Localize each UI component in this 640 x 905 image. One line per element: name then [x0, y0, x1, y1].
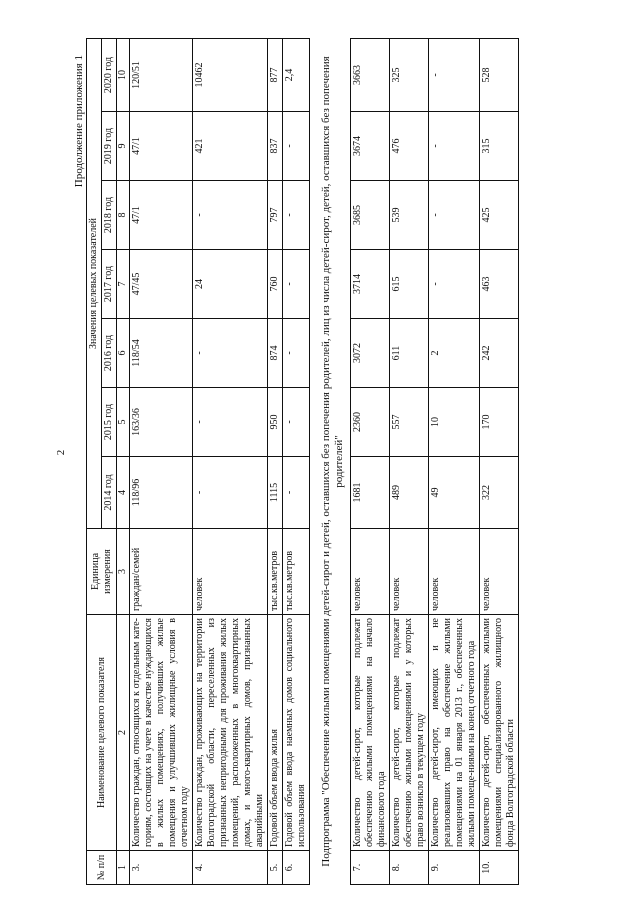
table-row — [193, 38, 268, 884]
row-value: 10 — [429, 388, 480, 457]
row-num: 8. — [390, 851, 429, 885]
row-value: 425 — [480, 181, 519, 250]
row-value: 874 — [268, 319, 283, 388]
header-year: 2019 год — [102, 112, 117, 181]
row-value: - — [193, 319, 268, 388]
header-values-group: Значения целевых показателей — [87, 38, 102, 528]
header-row-1 — [87, 38, 102, 884]
row-value: 2,4 — [283, 38, 310, 111]
row-value: 1681 — [351, 457, 390, 529]
row-num: 10. — [480, 851, 519, 885]
row-unit: человек — [193, 529, 268, 615]
header-year: 2018 год — [102, 181, 117, 250]
column-index-row — [117, 38, 130, 884]
row-value: 950 — [268, 388, 283, 457]
continuation-note: Продолжение приложения 1 — [73, 55, 85, 188]
row-value: 3072 — [351, 319, 390, 388]
row-unit: граждан/семей — [130, 529, 193, 615]
row-value: 476 — [390, 112, 429, 181]
row-value: 837 — [268, 112, 283, 181]
table-row — [283, 38, 310, 884]
row-value: - — [283, 319, 310, 388]
row-num: 9. — [429, 851, 480, 885]
row-value: 2 — [429, 319, 480, 388]
row-value: 49 — [429, 457, 480, 529]
header-year: 2015 год — [102, 388, 117, 457]
row-value: 10462 — [193, 38, 268, 111]
row-value: 47/45 — [130, 250, 193, 319]
header-year: 2014 год — [102, 457, 117, 529]
header-num: № п/п — [87, 851, 117, 885]
row-unit: человек — [480, 529, 519, 615]
row-value: - — [429, 181, 480, 250]
row-value: 325 — [390, 38, 429, 111]
row-name: Количество граждан, относящихся к отдельным кате-гориям, состоящих на учете в качестве нуждающихся в жилых помещениях, получивших жилые помещения и улучшивших жилищные условия в отчетном году — [130, 615, 193, 851]
row-value: 2360 — [351, 388, 390, 457]
table-row — [390, 38, 429, 884]
row-value: 877 — [268, 38, 283, 111]
row-value: 3674 — [351, 112, 390, 181]
col-index: 4 — [117, 457, 130, 529]
row-num: 4. — [193, 851, 268, 885]
col-index: 1 — [117, 851, 130, 885]
row-name: Количество детей-сирот, обеспеченных жилыми помещениями специализированного жилищного фонда Волгоградской области — [480, 615, 519, 851]
table-row — [480, 38, 519, 884]
col-index: 9 — [117, 112, 130, 181]
col-index: 3 — [117, 529, 130, 615]
header-name: Наименование целевого показателя — [87, 615, 117, 851]
row-value: 163/36 — [130, 388, 193, 457]
indicators-table — [86, 38, 519, 885]
row-value: 47/1 — [130, 181, 193, 250]
row-name: Годовой объем ввода жилья — [268, 615, 283, 851]
header-year: 2020 год — [102, 38, 117, 111]
row-unit: человек — [429, 529, 480, 615]
row-value: 760 — [268, 250, 283, 319]
row-value: 463 — [480, 250, 519, 319]
row-value: 797 — [268, 181, 283, 250]
row-unit: тыс.кв.метров — [283, 529, 310, 615]
header-unit: Единица измерения — [87, 529, 117, 615]
row-value: 170 — [480, 388, 519, 457]
row-value: 557 — [390, 388, 429, 457]
row-num: 6. — [283, 851, 310, 885]
row-value: 118/54 — [130, 319, 193, 388]
col-index: 8 — [117, 181, 130, 250]
row-value: 120/51 — [130, 38, 193, 111]
row-name: Количество граждан, проживающих на территории Волгоградской области, переселенных из признанных непригодными для проживания жилых помещений, расположенных в многоквартирных домах, и много-квартирных домов, признанных аварийными — [193, 615, 268, 851]
col-index: 6 — [117, 319, 130, 388]
col-index: 2 — [117, 615, 130, 851]
row-value: 118/96 — [130, 457, 193, 529]
row-value: - — [193, 457, 268, 529]
row-unit: человек — [351, 529, 390, 615]
row-value: 242 — [480, 319, 519, 388]
table-row — [429, 38, 480, 884]
row-name: Количество детей-сирот, которые подлежат обеспечению жилыми помещениями и у которых право возникло в текущем году — [390, 615, 429, 851]
row-name: Количество детей-сирот, которые подлежат обеспечению жилыми помещениями на начало финансового года — [351, 615, 390, 851]
row-value: - — [429, 38, 480, 111]
row-value: - — [429, 250, 480, 319]
row-value: - — [193, 181, 268, 250]
row-value: 322 — [480, 457, 519, 529]
table-row — [351, 38, 390, 884]
row-num: 7. — [351, 851, 390, 885]
col-index: 10 — [117, 38, 130, 111]
row-name: Годовой объем ввода наемных домов социального использования — [283, 615, 310, 851]
row-value: 3663 — [351, 38, 390, 111]
row-value: 611 — [390, 319, 429, 388]
row-num: 5. — [268, 851, 283, 885]
table-row — [268, 38, 283, 884]
row-value: - — [283, 457, 310, 529]
row-value: - — [283, 388, 310, 457]
header-year: 2016 год — [102, 319, 117, 388]
page-number: 2 — [55, 449, 67, 456]
row-value: 615 — [390, 250, 429, 319]
subprogram-row — [310, 38, 351, 884]
row-value: 47/1 — [130, 112, 193, 181]
row-value: 1115 — [268, 457, 283, 529]
col-index: 5 — [117, 388, 130, 457]
row-value: 421 — [193, 112, 268, 181]
header-year: 2017 год — [102, 250, 117, 319]
subprogram-title: Подпрограмма "Обеспечение жилыми помещениями детей-сирот и детей, оставшихся без попечения родителей, лиц из числа детей-сирот, детей, оставшихся без попечения родителей" — [310, 38, 351, 884]
row-value: - — [283, 250, 310, 319]
row-value: - — [283, 112, 310, 181]
row-value: - — [283, 181, 310, 250]
col-index: 7 — [117, 250, 130, 319]
row-value: - — [429, 112, 480, 181]
row-value: 3685 — [351, 181, 390, 250]
row-unit: тыс.кв.метров — [268, 529, 283, 615]
row-value: 315 — [480, 112, 519, 181]
table-row — [130, 38, 193, 884]
row-name: Количество детей-сирот, имеющих и не реализовавших право на обеспечение жилыми помещениями на 01 января 2013 г., обеспеченных жилыми помеще-ниями на конец отчетного года — [429, 615, 480, 851]
row-value: 539 — [390, 181, 429, 250]
row-value: 3714 — [351, 250, 390, 319]
row-num: 3. — [130, 851, 193, 885]
row-value: 24 — [193, 250, 268, 319]
row-value: 489 — [390, 457, 429, 529]
row-unit: человек — [390, 529, 429, 615]
row-value: - — [193, 388, 268, 457]
row-value: 528 — [480, 38, 519, 111]
